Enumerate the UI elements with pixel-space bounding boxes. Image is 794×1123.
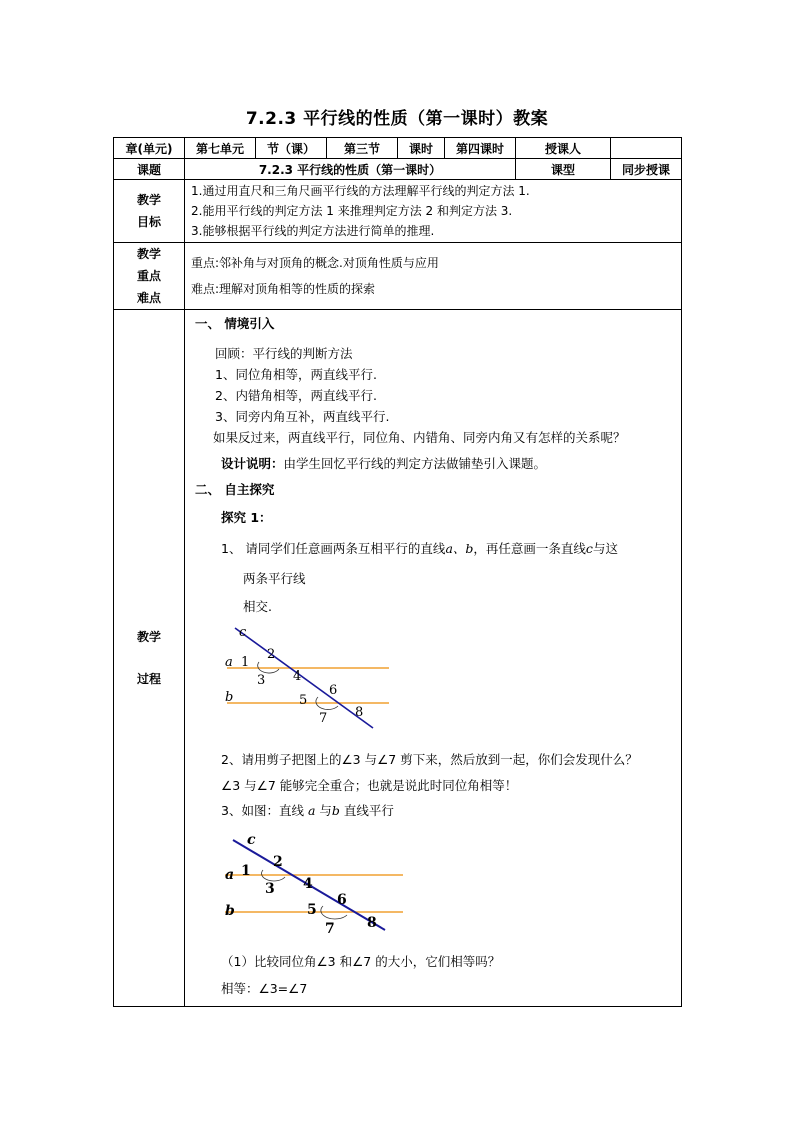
explore-label: 探究 1： (221, 510, 272, 525)
angle-4: 4 (303, 876, 313, 892)
angle-6: 6 (329, 683, 338, 698)
label-a: a (225, 655, 233, 670)
question-1-answer: 相等：∠3=∠7 (221, 981, 308, 996)
teacher-value (611, 138, 682, 159)
goals-row (114, 180, 682, 243)
step2-line: 2、请用剪子把图上的∠3 与∠7 剪下来，然后放到一起，你们会发现什么？ (221, 752, 638, 767)
review-item: 1、同位角相等，两直线平行. (215, 367, 377, 382)
angle-8: 8 (367, 915, 377, 931)
angle-5: 5 (307, 902, 317, 918)
process-content (185, 310, 682, 1007)
process-row (114, 310, 682, 1007)
label-b: b (225, 690, 234, 705)
topic-row (114, 159, 682, 180)
section-heading-intro: 一、 情境引入 (195, 316, 275, 331)
section-value: 第三节 (327, 138, 398, 159)
header-row (114, 138, 682, 159)
step2-answer: ∠3 与∠7 能够完全重合；也就是说此时同位角相等！ (221, 778, 518, 793)
angle-8: 8 (355, 705, 364, 720)
angle-3: 3 (265, 881, 275, 897)
label-c: c (239, 625, 247, 640)
angle-1: 1 (241, 863, 251, 879)
section-heading-explore: 二、 自主探究 (195, 482, 275, 497)
label-a: a (225, 867, 235, 883)
type-value: 同步授课 (611, 159, 682, 180)
angle-2: 2 (267, 647, 276, 662)
design-text: 由学生回忆平行线的判定方法做铺垫引入课题。 (283, 456, 547, 471)
lesson-plan-table (113, 137, 682, 1007)
design-note (221, 454, 546, 472)
angle-1: 1 (241, 655, 250, 670)
parallel-lines-figure-1 (223, 624, 393, 736)
angle-2: 2 (273, 854, 283, 870)
question-1: （1）比较同位角∠3 和∠7 的大小，它们相等吗？ (221, 954, 501, 969)
question-line: 如果反过来，两直线平行，同位角、内错角、同旁内角又有怎样的关系呢？ (213, 430, 626, 445)
teacher-label: 授课人 (516, 138, 611, 159)
angle-4: 4 (293, 669, 302, 684)
keypoints-label: 教学 重点 难点 (114, 243, 185, 310)
review-item: 3、同旁内角互补，两直线平行. (215, 409, 390, 424)
step3-line: 3、如图：直线 a 与b 直线平行 (221, 803, 394, 818)
step1-line: 1、 请同学们任意画两条互相平行的直线a、b，再任意画一条直线c与这 (221, 541, 618, 556)
angle-7: 7 (319, 711, 328, 726)
label-c: c (247, 832, 256, 848)
step1-line2: 两条平行线 (243, 571, 306, 586)
type-label: 课型 (516, 159, 611, 180)
line-c (235, 628, 373, 728)
chapter-label: 章(单元) (114, 138, 185, 159)
goal-item: 2.能用平行线的判定方法 1 来推理判定方法 2 和判定方法 3. (191, 204, 513, 218)
step1-line3: 相交. (243, 599, 272, 614)
design-label: 设计说明： (221, 456, 284, 471)
review-line: 回顾：平行线的判断方法 (215, 346, 353, 361)
key-point: 重点:邻补角与对顶角的概念.对顶角性质与应用 (191, 256, 439, 270)
process-label: 教学 过程 (114, 310, 185, 1007)
goals-content (185, 180, 682, 243)
label-b: b (225, 903, 235, 919)
topic-label: 课题 (114, 159, 185, 180)
angle-6: 6 (337, 892, 347, 908)
period-value: 第四课时 (445, 138, 516, 159)
difficult-point: 难点:理解对顶角相等的性质的探索 (191, 282, 376, 296)
goal-item: 3.能够根据平行线的判定方法进行简单的推理. (191, 224, 435, 238)
goals-label: 教学 目标 (114, 180, 185, 243)
chapter-value: 第七单元 (185, 138, 256, 159)
angle-7: 7 (325, 921, 335, 937)
angle-5: 5 (299, 693, 308, 708)
keypoints-row (114, 243, 682, 310)
angle-3: 3 (257, 673, 266, 688)
page-title: 7.2.3 平行线的性质（第一课时）教案 (245, 109, 549, 129)
section-label: 节（课） (256, 138, 327, 159)
goal-item: 1.通过用直尺和三角尺画平行线的方法理解平行线的判定方法 1. (191, 184, 530, 198)
topic-value: 7.2.3 平行线的性质（第一课时） (185, 159, 516, 180)
parallel-lines-figure-2 (221, 830, 407, 940)
review-item: 2、内错角相等，两直线平行. (215, 388, 377, 403)
period-label: 课时 (398, 138, 445, 159)
keypoints-content (185, 243, 682, 310)
